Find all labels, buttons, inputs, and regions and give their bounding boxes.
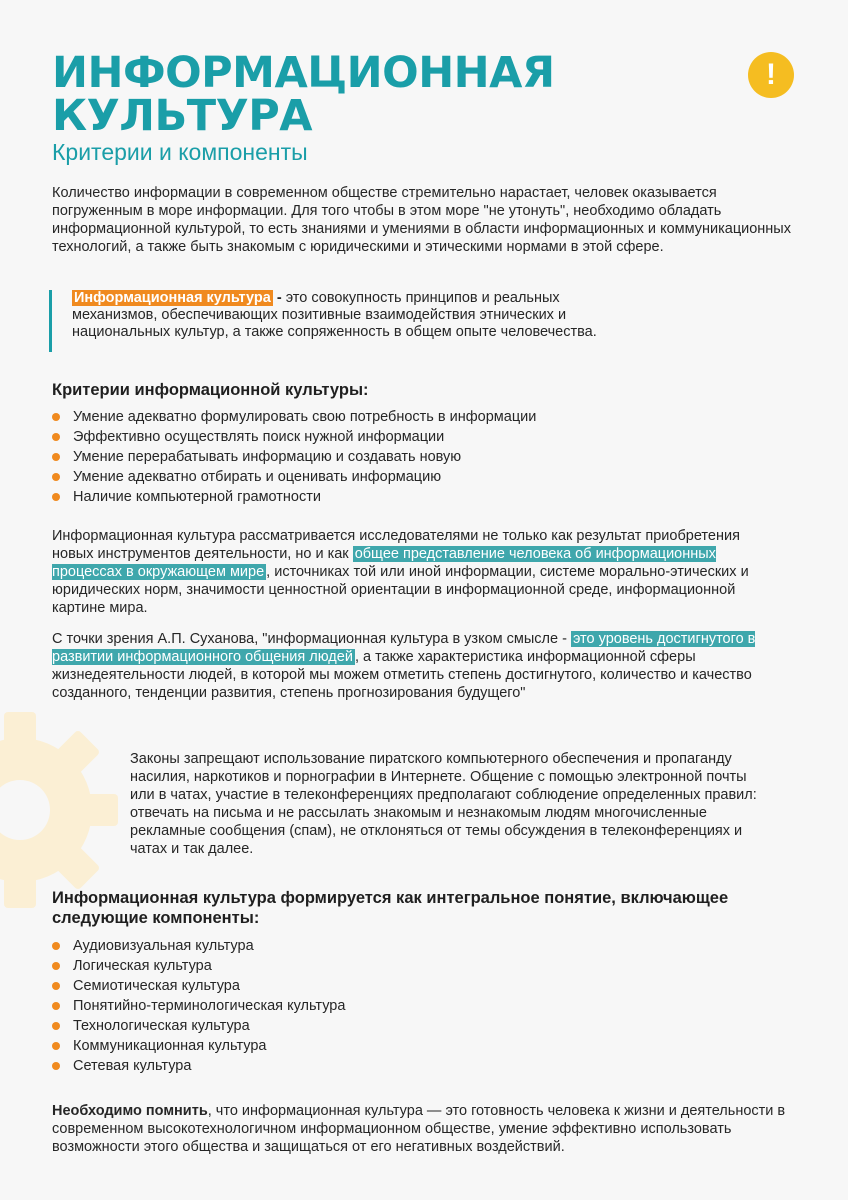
list-item-text: Эффективно осуществлять поиск нужной информации: [73, 429, 445, 445]
bullet-icon: [52, 1062, 60, 1070]
list-item-text: Умение адекватно отбирать и оценивать информацию: [73, 469, 442, 485]
page-subtitle: Критерии и компоненты: [52, 139, 308, 165]
research-paragraph: [52, 527, 757, 617]
list-item-text: Технологическая культура: [73, 1018, 250, 1034]
gear-icon: [0, 710, 120, 910]
bullet-icon: [52, 413, 60, 421]
criteria-heading: Критерии информационной культуры:: [52, 381, 369, 399]
title-line-1: ИНФОРМАЦИОННАЯ: [52, 48, 555, 98]
list-item-text: Логическая культура: [73, 958, 212, 974]
list-item-text: Умение адекватно формулировать свою потребность в информации: [73, 409, 537, 425]
bullet-icon: [52, 473, 60, 481]
bullet-icon: [52, 942, 60, 950]
list-item-text: Понятийно-терминологическая культура: [73, 998, 346, 1014]
bullet-icon: [52, 433, 60, 441]
list-item: [52, 447, 536, 467]
list-item: [52, 427, 536, 447]
research-text-before: Информационная культура рассматривается исследователями не только как результат приобретения новых инструментов деятельности, но и как: [52, 528, 740, 562]
conclusion-text: , что информационная культура — это готовность человека к жизни и деятельности в современном высокотехнологичном информационном обществе, умение эффективно использовать возможности этого общества и защищаться от его негативных воздействий.: [52, 1103, 786, 1155]
sukhanov-text-before: С точки зрения А.П. Суханова, "информационная культура в узком смысле -: [52, 631, 567, 647]
sukhanov-paragraph: [52, 630, 764, 702]
bullet-icon: [52, 982, 60, 990]
list-item: [52, 996, 345, 1016]
list-item: [52, 487, 536, 507]
definition-block: [49, 290, 629, 352]
components-heading: Информационная культура формируется как интегральное понятие, включающее следующие компоненты:: [52, 889, 729, 927]
bullet-icon: [52, 493, 60, 501]
list-item-text: Наличие компьютерной грамотности: [73, 489, 321, 505]
list-item-text: Коммуникационная культура: [73, 1038, 267, 1054]
list-item-text: Умение перерабатывать информацию и создавать новую: [73, 449, 462, 465]
list-item: [52, 956, 345, 976]
sukhanov-text-after: , а также характеристика информационной сферы жизнедеятельности людей, в которой мы можем отметить степень достигнутого, количество и качество созданного, тенденции развития, степень прогнозирования будущего": [52, 649, 752, 701]
page-title: [52, 48, 555, 141]
bullet-icon: [52, 1042, 60, 1050]
title-line-2: КУЛЬТУРА: [52, 91, 313, 141]
list-item: [52, 1036, 345, 1056]
bullet-icon: [52, 962, 60, 970]
conclusion-paragraph: [52, 1102, 804, 1156]
list-item: [52, 1016, 345, 1036]
bullet-icon: [52, 1022, 60, 1030]
research-highlight: общее представление человека об информационных процессах в окружающем мире: [52, 546, 716, 580]
research-text-after: , источниках той или иной информации, системе морально-этических и юридических норм, значимости ценностной ориентации в информационной среде, информационной картине мира.: [52, 564, 749, 616]
bullet-icon: [52, 1002, 60, 1010]
list-item-text: Аудиовизуальная культура: [73, 938, 254, 954]
list-item: [52, 1056, 345, 1076]
exclamation-icon: !: [748, 52, 794, 98]
sukhanov-highlight: это уровень достигнутого в развитии информационного общения людей: [52, 631, 756, 665]
list-item-text: Сетевая культура: [73, 1058, 192, 1074]
bullet-icon: [52, 453, 60, 461]
conclusion-bold: Необходимо помнить: [52, 1103, 208, 1119]
list-item: [52, 936, 345, 956]
list-item: [52, 976, 345, 996]
definition-dash: -: [272, 290, 286, 306]
definition-term: Информационная культура: [74, 290, 271, 306]
definition-text: это совокупность принципов и реальных механизмов, обеспечивающих позитивные взаимодействия этнических и национальных культур, а также сопряженность в общем опыте человечества.: [72, 290, 597, 340]
list-item-text: Семиотическая культура: [73, 978, 240, 994]
laws-paragraph: Законы запрещают использование пиратского компьютерного обеспечения и пропаганду насилия, наркотиков и порнографии в Интернете. Общение с помощью электронной почты или в чатах, участие в телеконференциях предполагают соблюдение определенных правил: отвечать на письма и не рассылать знакомым и незнакомым людям многочисленные рекламные сообщения (спам), не отклоняться от темы обсуждения в телеконференциях и чатах и так далее.: [130, 751, 757, 857]
list-item: [52, 467, 536, 487]
criteria-list: [52, 407, 536, 507]
intro-paragraph: Количество информации в современном обществе стремительно нарастает, человек оказывается погруженным в море информации. Для того чтобы в этом море "не утонуть", необходимо обладать информационной культурой, то есть знаниями и умениями в области информационных и коммуникационных технологий, а также быть знакомым с юридическими и этическими нормами в этой сфере.: [52, 185, 791, 255]
components-list: [52, 936, 345, 1076]
list-item: [52, 407, 536, 427]
